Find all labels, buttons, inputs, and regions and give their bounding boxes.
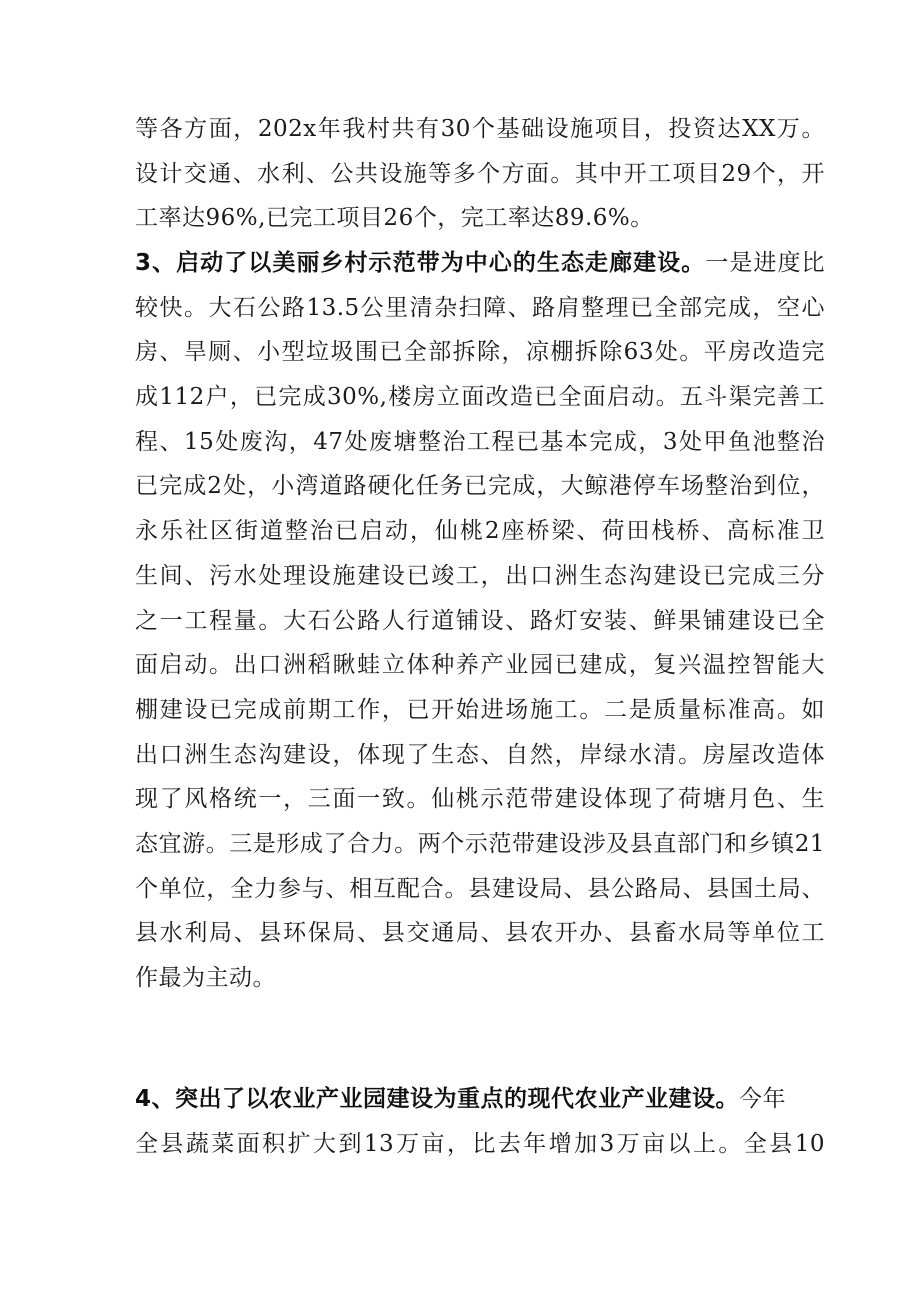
text-line: 全县蔬菜面积扩大到13万亩，比去年增加3万亩以上。全县10	[135, 1130, 825, 1157]
text-line: 工率达96%,已完工项目26个，完工率达89.6%。	[135, 205, 654, 232]
section-3-first-line	[135, 241, 825, 286]
text-line: 面启动。出口洲稻瞅蛙立体种养产业园已建成，复兴温控智能大	[135, 652, 825, 679]
text-line: 房、旱厕、小型垃圾围已全部拆除，凉棚拆除63处。平房改造完	[135, 339, 825, 366]
paragraph-infrastructure	[135, 107, 825, 241]
section-4-first-line-rest: 今年	[739, 1086, 787, 1112]
section-4-agriculture	[135, 1077, 825, 1166]
section-4-heading: 4、突出了以农业产业园建设为重点的现代农业产业建设。	[135, 1086, 740, 1112]
text-line: 棚建设已完成前期工作，已开始进场施工。二是质量标准高。如	[135, 696, 825, 723]
text-line: 生间、污水处理设施建设已竣工，出口洲生态沟建设已完成三分	[135, 562, 825, 589]
section-3-ecological-corridor	[135, 241, 825, 1001]
text-line: 较快。大石公路13.5公里清杂扫障、路肩整理已全部完成，空心	[135, 294, 825, 321]
text-line: 态宜游。三是形成了合力。两个示范带建设涉及县直部门和乡镇21	[135, 830, 825, 857]
text-line: 成112户，已完成30%,楼房立面改造已全面启动。五斗渠完善工	[135, 384, 825, 411]
section-3-heading: 3、启动了以美丽乡村示范带为中心的生态走廊建设。	[135, 250, 706, 276]
text-line: 之一工程量。大石公路人行道铺设、路灯安装、鲜果铺建设已全	[135, 607, 825, 634]
section-3-first-line-rest: 一是进度比	[705, 250, 825, 276]
text-line: 县水利局、县环保局、县交通局、县农开办、县畜水局等单位工	[135, 920, 825, 947]
text-line: 现了风格统一，三面一致。仙桃示范带建设体现了荷塘月色、生	[135, 786, 825, 813]
text-line: 程、15处废沟，47处废塘整治工程已基本完成，3处甲鱼池整治	[135, 428, 825, 455]
text-line: 已完成2处，小湾道路硬化任务已完成，大鲸港停车场整治到位，	[135, 473, 825, 500]
text-line: 出口洲生态沟建设，体现了生态、自然，岸绿水清。房屋改造体	[135, 741, 825, 768]
text-line: 永乐社区街道整治已启动，仙桃2座桥梁、荷田栈桥、高标准卫	[135, 518, 825, 545]
section-4-first-line	[135, 1077, 825, 1122]
text-line: 等各方面，202x年我村共有30个基础设施项目，投资达XX万。	[135, 116, 825, 142]
text-line: 个单位，全力参与、相互配合。县建设局、县公路局、县国土局、	[135, 875, 825, 902]
text-line: 设计交通、水利、公共设施等多个方面。其中开工项目29个，开	[135, 160, 825, 187]
text-line: 作最为主动。	[135, 965, 276, 991]
